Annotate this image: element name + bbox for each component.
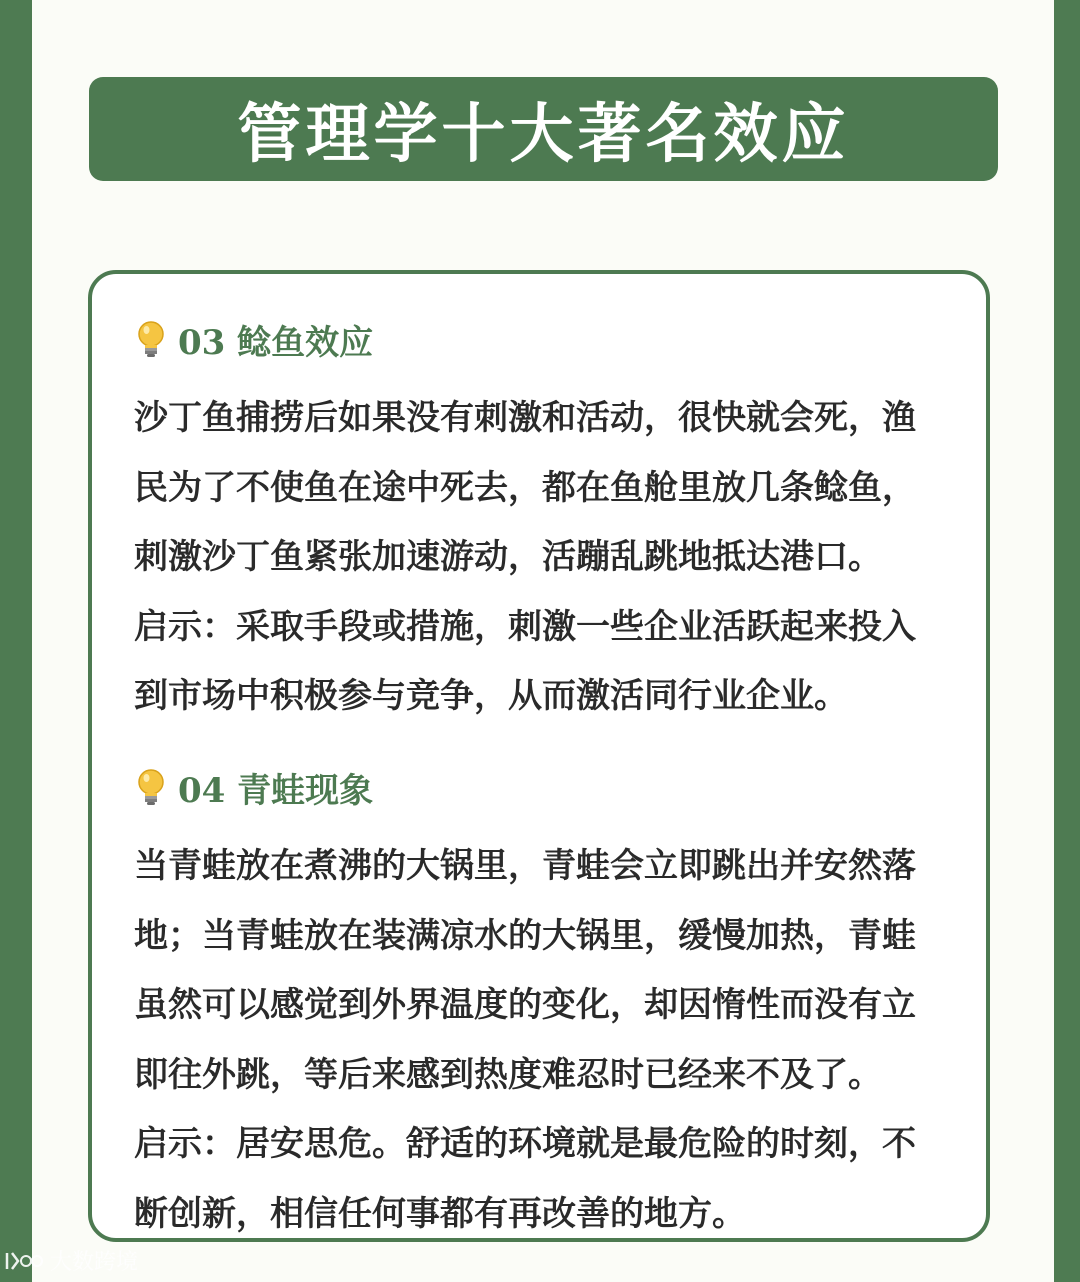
insight-line: 断创新，相信任何事都有再改善的地方。 [134, 1193, 746, 1234]
title-banner [89, 77, 998, 181]
section-heading [134, 314, 954, 364]
insight-line: 到市场中积极参与竞争，从而激活同行业企业。 [134, 676, 848, 716]
paragraph-line: 虽然可以感觉到外界温度的变化，却因惰性而没有立 [134, 985, 916, 1025]
insight-line: 启示：居安思危。舒适的环境就是最危险的时刻，不 [134, 1124, 916, 1164]
paragraph-line: 当青蛙放在煮沸的大锅里，青蛙会立即跳出并安然落 [134, 846, 916, 886]
lightbulb-icon [134, 767, 168, 807]
content-card [88, 270, 990, 1242]
section-heading [134, 762, 954, 812]
page-title: 管理学十大著名效应 [237, 97, 850, 172]
paragraph-line: 民为了不使鱼在途中死去，都在鱼舱里放几条鲶鱼， [134, 467, 916, 508]
watermark-text: 大数跨境 [50, 1250, 139, 1275]
section-frog-phenomenon [134, 762, 954, 1249]
lightbulb-icon [134, 319, 168, 359]
section-title: 04 青蛙现象 [178, 770, 374, 811]
paragraph-line: 即往外跳，等后来感到热度难忍时已经来不及了。 [134, 1054, 882, 1095]
section-catfish-effect [134, 314, 954, 732]
watermark [4, 1245, 138, 1276]
paragraph-line: 沙丁鱼捕捞后如果没有刺激和活动，很快就会死，渔 [134, 398, 916, 438]
section-title: 03 鲶鱼效应 [178, 322, 374, 363]
insight-line: 启示：采取手段或措施，刺激一些企业活跃起来投入 [134, 606, 916, 647]
paragraph-line: 刺激沙丁鱼紧张加速游动，活蹦乱跳地抵达港口。 [134, 537, 882, 577]
brand-logo-icon [4, 1249, 44, 1273]
paragraph-line: 地；当青蛙放在装满凉水的大锅里，缓慢加热，青蛙 [134, 915, 916, 956]
